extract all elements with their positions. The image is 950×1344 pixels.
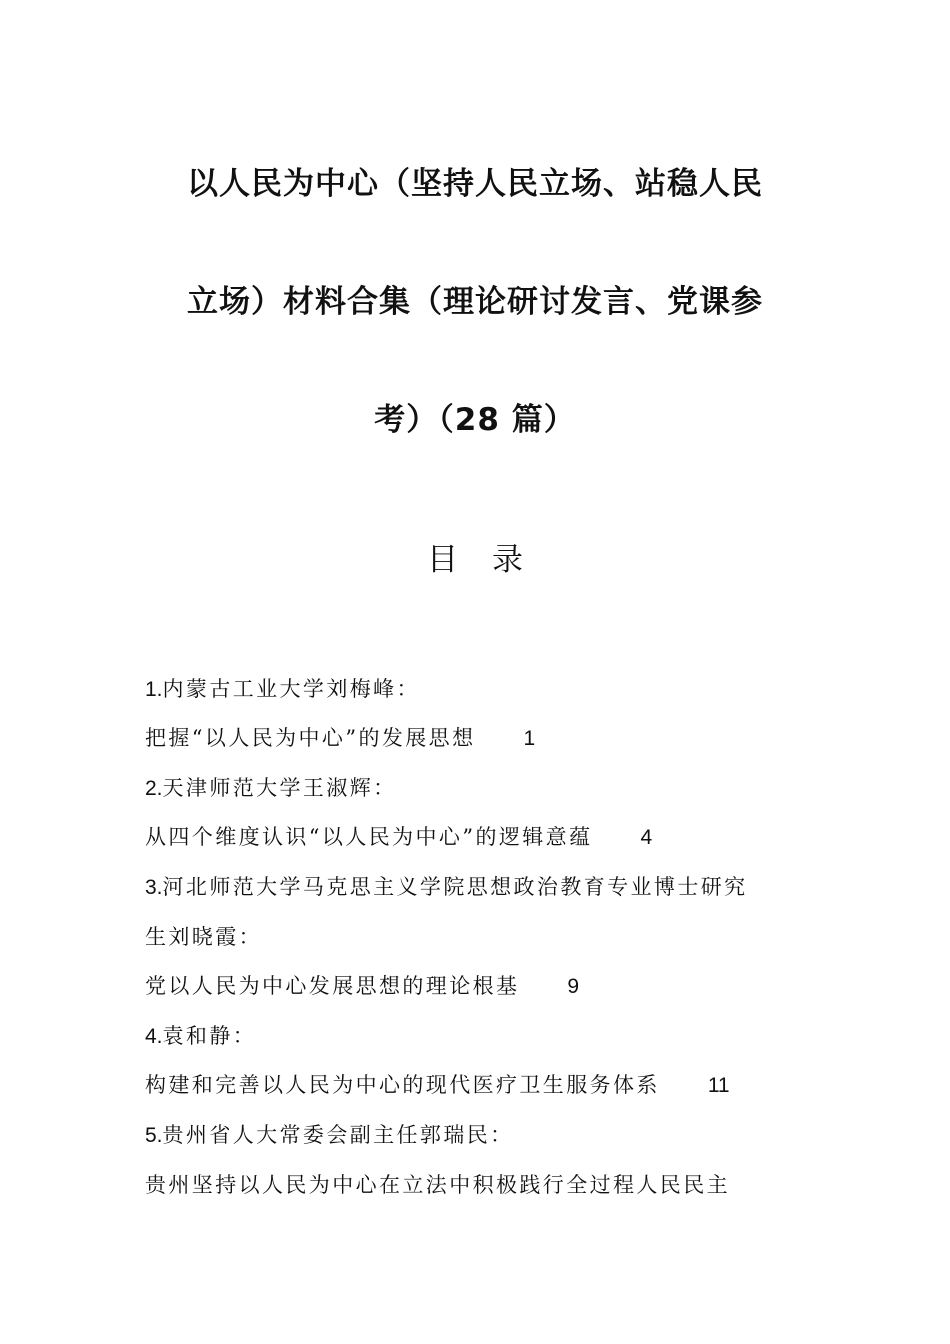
toc-entry-number: 4. <box>145 1025 163 1048</box>
toc-entry-page-number: 11 <box>707 1074 730 1097</box>
toc-entry-page-number: 9 <box>567 975 580 998</box>
toc-entry-4-title-line[interactable] <box>145 1070 730 1101</box>
toc-entry-title: 把握“以人民为中心”的发展思想 <box>145 726 476 750</box>
document-title-line-3: 考）（28 篇） <box>374 402 576 438</box>
toc-entry-author: 河北师范大学马克思主义学院思想政治教育专业博士研究 <box>162 875 748 899</box>
toc-entry-3-title-line[interactable] <box>145 971 579 1002</box>
toc-heading: 目录 <box>427 542 557 578</box>
toc-entry-author: 贵州省人大常委会副主任郭瑞民： <box>162 1123 514 1147</box>
toc-entry-title: 党以人民为中心发展思想的理论根基 <box>145 974 520 998</box>
toc-entry-title: 从四个维度认识“以人民为中心”的逻辑意蕴 <box>145 825 593 849</box>
toc-entry-title: 贵州坚持以人民为中心在立法中积极践行全过程人民民主 <box>145 1173 730 1197</box>
document-title-line-2: 立场）材料合集（理论研讨发言、党课参 <box>187 284 763 320</box>
toc-entry-author: 天津师范大学王淑辉： <box>162 776 397 800</box>
toc-entry-2-title-line[interactable] <box>145 822 652 853</box>
toc-entry-number: 1. <box>145 678 163 701</box>
toc-entry-title: 构建和完善以人民为中心的现代医疗卫生服务体系 <box>145 1073 660 1097</box>
toc-entry-number: 2. <box>145 777 163 800</box>
toc-entry-number: 5. <box>145 1124 163 1147</box>
toc-entry-number: 3. <box>145 876 163 899</box>
toc-entry-1-author-line <box>145 674 420 705</box>
toc-entry-author: 袁和静： <box>162 1024 257 1048</box>
document-title-line-1: 以人民为中心（坚持人民立场、站稳人民 <box>187 166 763 202</box>
toc-entry-1-title-line[interactable] <box>145 723 535 754</box>
toc-entry-author-continued: 生刘晓霞： <box>145 925 262 949</box>
toc-entry-page-number: 1 <box>523 727 536 750</box>
toc-entry-3-author-line <box>145 872 748 903</box>
toc-entry-4-author-line <box>145 1021 256 1052</box>
toc-entry-5-title-line[interactable] <box>145 1170 730 1200</box>
toc-entry-3-author-line-2 <box>145 922 262 952</box>
toc-entry-page-number: 4 <box>640 826 653 849</box>
toc-entry-2-author-line <box>145 773 397 804</box>
toc-entry-author: 内蒙古工业大学刘梅峰： <box>162 677 420 701</box>
toc-entry-5-author-line <box>145 1120 514 1151</box>
